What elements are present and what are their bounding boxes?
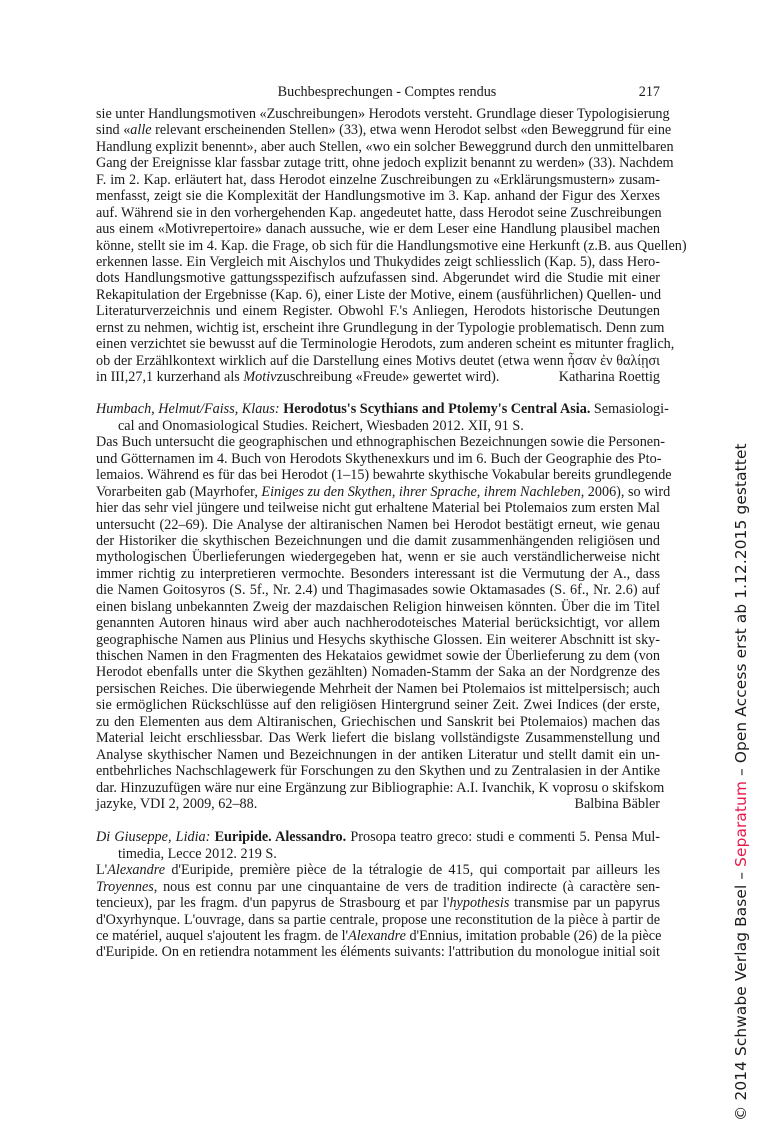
text-line: dar. Hinzuzufügen wäre nur eine Ergänzung zur Bibliographie: A.I. Ivanchik, K voprosu o skifskom <box>96 779 665 796</box>
review-humbach-faiss <box>96 401 672 812</box>
copyright-sidebar <box>729 443 753 1121</box>
text-line: ce matériel, auquel s'ajoutent les fragm. de l'Alexandre d'Ennius, imitation probable (26) de la pièce <box>96 928 662 944</box>
text-line: sind «alle relevant erscheinenden Stellen» (33), etwa wenn Herodot selbst «den Beweggrund für eine <box>96 122 672 139</box>
text-line: die Namen Goitosyros (S. 5f., Nr. 2.4) und Thagimasades sowie Oktamasades (S. 6f., Nr. 2.6) auf <box>96 582 660 599</box>
text-line: einen bislang unbekannten Zweig der mazdaischen Religion hinweisen könnten. Über die im Titel <box>96 598 660 615</box>
text-line: Das Buch untersucht die geographischen und ethnographischen Bezeichnungen sowie die Personen- <box>96 434 665 451</box>
text-line: Literaturverzeichnis und einem Register. Obwohl F.'s Anliegen, Herodots historische Deutungen <box>96 303 660 320</box>
text-line: untersucht (22–69). Die Analyse der altiranischen Namen bei Herodot bestätigt erneut, wie genau <box>96 516 660 533</box>
text-line: einen verzichtet sie bewusst auf die Terminologie Herodots, zum anderen scheint es mitunter fraglich, <box>96 336 675 353</box>
text-line: L'Alexandre d'Euripide, première pièce de la tétralogie de 415, qui comportait par ailleurs les <box>96 862 660 879</box>
text-line: Material leicht erschliessbar. Das Werk liefert die bislang vollständigste Zusammenstellung und <box>96 730 660 747</box>
signature-line <box>96 369 660 385</box>
text-line: Handlung explizit benennt», aber auch Stellen, «wo ein solcher Beweggrund durch den unmittelbaren <box>96 138 674 155</box>
text-line: hier das sehr viel jüngere und teilweise nicht gut erhaltene Material bei Ptolemaios zum ersten Mal <box>96 500 660 517</box>
text-line: auf. Während sie in den vorhergehenden Kap. angedeutet hatte, dass Herodot seine Zuschreibungen <box>96 204 662 221</box>
text-line: Rekapitulation der Ergebnisse (Kap. 6), einer Liste der Motive, einem (ausführlichen) Quellen- und <box>96 286 662 303</box>
text-line: geographische Namen aus Plinius und Hesychs skythische Glossen. Ein weiterer Abschnitt ist sky- <box>96 631 660 648</box>
copyright-text: © 2014 Schwabe Verlag Basel – <box>732 866 750 1121</box>
text-line: Herodot ebenfalls unter die Skythen gezählten) Nomaden-Stamm der Saka an der Nordgrenze des <box>96 664 660 681</box>
citation-continuation: timedia, Lecce 2012. 219 S. <box>118 845 277 862</box>
text-line: thischen Namen in den Fragmenten des Hekataios gewidmet sowie der Überlieferung zu dem (von <box>96 648 660 664</box>
text-line: persischen Reiches. Die überwiegende Mehrheit der Namen bei Ptolemaios ist mittelpersisch; auch <box>96 680 660 697</box>
text-line: menfasst, zeigt sie die Komplexität der Handlungsmotive im 3. Kap. anhand der Figur des Xerxes <box>96 188 660 205</box>
citation-authors: Humbach, Helmut/Faiss, Klaus: <box>96 401 280 418</box>
text-line: zu den Elementen aus dem Altiranischen, Griechischen und Sanskrit bei Ptolemaios) machen das <box>96 713 660 730</box>
citation-title: Herodotus's Scythians and Ptolemy's Central Asia. <box>283 401 591 418</box>
text-line: könne, stellt sie im 4. Kap. die Frage, ob sich für die Handlungsmotive eine Herkunft (z.B. aus Quellen) <box>96 237 687 254</box>
text-line: tencieux), par les fragm. d'un papyrus de Strasbourg et par l'hypothesis transmise par un papyrus <box>96 895 660 912</box>
text-line: in III,27,1 kurzerhand als Motivzuschreibung «Freude» gewertet wird). <box>96 369 500 385</box>
separatum-label: Separatum <box>732 781 750 867</box>
text-line: Troyennes, nous est connu par une cinquantaine de vers de tradition indirecte (à caractère sen- <box>96 878 660 895</box>
citation-title: Euripide. Alessandro. <box>214 829 347 846</box>
text-line: genannten Autoren hinaus wird aber auch nachherodoteisches Material berücksichtigt, vor allem <box>96 615 660 632</box>
text-line: F. im 2. Kap. erläutert hat, dass Herodot einzelne Zuschreibungen zu «Erklärungsmustern» zusam- <box>96 171 660 188</box>
text-line: Gang der Ereignisse klar fassbar zutage tritt, ohne jedoch explizit benannt zu werden» (33). Nachdem <box>96 155 674 172</box>
open-access-note: – Open Access erst ab 1.12.2015 gestattet <box>732 443 750 781</box>
text-line: entbehrliches Nachschlagewerk für Forschungen zu den Skythen und zu Zentralasien in der Antike <box>96 763 660 780</box>
text-line: Vorarbeiten gab (Mayrhofer, Einiges zu den Skythen, ihrer Sprache, ihrem Nachleben, 2006), so wird <box>96 483 671 500</box>
text-line: sie ermöglichen Rückschlüsse auf den religiösen Hintergrund seiner Zeit. Zwei Indices (der erste, <box>96 697 660 714</box>
text-line: ernst zu nehmen, wichtig ist, erscheint ihre Grundlegung in der Typologie problematisch. Denn zum <box>96 319 665 336</box>
text-line: immer richtig zu interpretieren vermochte. Besonders interessant ist die Vermutung der A., dass <box>96 565 660 582</box>
running-header <box>96 82 660 102</box>
page-number: 217 <box>638 84 660 100</box>
citation-authors: Di Giuseppe, Lidia: <box>96 829 211 846</box>
text-line: ob der Erzählkontext wirklich auf die Darstellung eines Motivs deutet (etwa wenn ἦσαν ἐν θαλίῃσι <box>96 352 660 369</box>
text-line: aus einem «Motivrepertoire» danach aussuche, wie er dem Leser eine Handlung plausibel machen <box>96 221 660 238</box>
citation-continuation: cal and Onomasiological Studies. Reichert, Wiesbaden 2012. XII, 91 S. <box>118 417 524 434</box>
text-line: lemaios. Während es für das bei Herodot (1–15) bewahrte skythische Vokabular bereits grundlegende <box>96 467 672 484</box>
text-line: erkennen lasse. Ein Vergleich mit Aischylos und Thukydides zeigt schliesslich (Kap. 5), dass Hero- <box>96 253 660 270</box>
review-di-giuseppe <box>96 829 660 961</box>
text-line: Analyse skythischer Namen und Bezeichnungen in der antiken Literatur und stellt damit ein un- <box>96 746 660 763</box>
text-line: mythologischen Überlieferungen wiedergegeben hat, wenn er sie auch verständlicherweise nicht <box>96 549 660 566</box>
text-line: der Historiker die skythischen Bezeichnungen und die damit zusammenhängenden religiösen und <box>96 532 660 549</box>
text-line: sie unter Handlungsmotiven «Zuschreibungen» Herodots versteht. Grundlage dieser Typologisierung <box>96 106 670 122</box>
running-title: Buchbesprechungen - Comptes rendus <box>277 84 497 100</box>
reviewer-name: Balbina Bäbler <box>574 795 660 812</box>
text-line: d'Oxyrhynque. L'ouvrage, dans sa partie centrale, propose une reconstitution de la pièce à partir de <box>96 911 660 928</box>
text-line: dots Handlungsmotive gattungsspezifisch aufzufassen sind. Abgerundet wird die Studie mit einer <box>96 270 660 287</box>
citation-line: Humbach, Helmut/Faiss, Klaus: Herodotus's Scythians and Ptolemy's Central Asia. Semasiologi- <box>96 401 669 418</box>
text-line: jazyke, VDI 2, 2009, 62–88. <box>96 795 258 812</box>
text-line: d'Euripide. On en retiendra notamment les éléments suivants: l'attribution du monologue initial soit <box>96 944 660 961</box>
citation-line: Di Giuseppe, Lidia: Euripide. Alessandro. Prosopa teatro greco: studi e commenti 5. Pensa Mul- <box>96 829 661 846</box>
text-line: und Götternamen im 4. Buch von Herodots Skythenexkurs und im 6. Buch der Geographie des Pto- <box>96 450 662 467</box>
review-body-roettig <box>96 106 687 385</box>
signature-line <box>96 796 660 812</box>
document-page <box>96 82 687 961</box>
reviewer-name: Katharina Roettig <box>558 369 660 385</box>
